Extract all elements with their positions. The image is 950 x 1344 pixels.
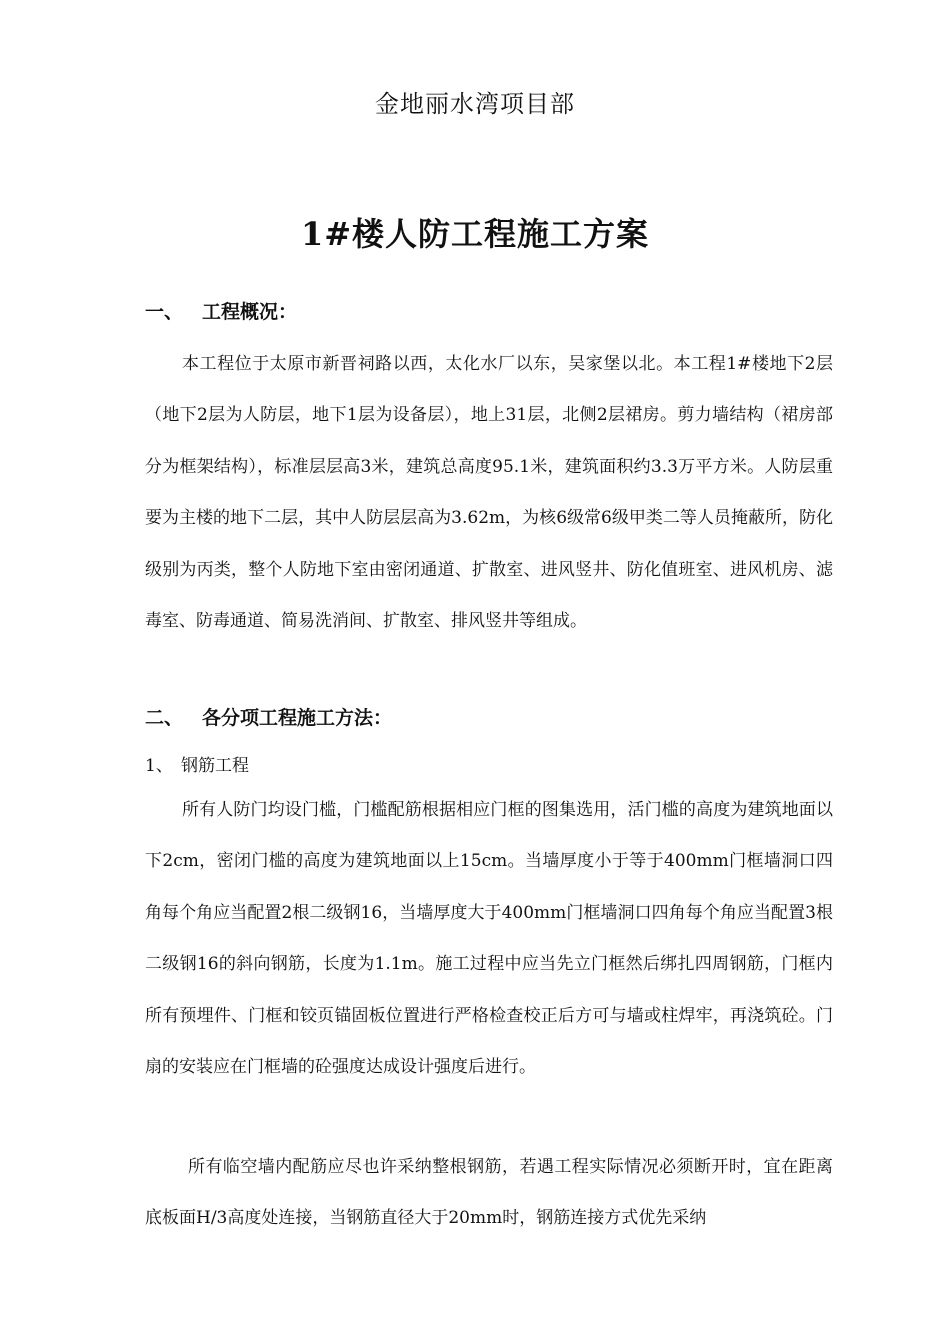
document-title: 1#楼人防工程施工方案 (300, 215, 650, 253)
rebar-paragraph-blast-wall: 所有临空墙内配筋应尽也许采纳整根钢筋，若遇工程实际情况必须断开时，宜在距离底板面H/3高度处连接，当钢筋直径大于20mm时，钢筋连接方式优先采纳 (145, 1157, 833, 1229)
project-department-header: 金地丽水湾项目部 (375, 90, 575, 118)
section-heading-overview (145, 297, 297, 327)
rebar-paragraph-door-sill: 所有人防门均设门槛，门槛配筋根据相应门框的图集选用，活门槛的高度为建筑地面以下2cm，密闭门槛的高度为建筑地面以上15cm。当墙厚度小于等于400mm门框墙洞口四角每个角应当配置2根二级钢16，当墙厚度大于400mm门框墙洞口四角每个角应当配置3根二级钢16的斜向钢筋，长度为1.1m。施工过程中应当先立门框然后绑扎四周钢筋，门框内所有预埋件、门框和铰页锚固板位置进行严格检查校正后方可与墙或柱焊牢，再浇筑砼。门扇的安装应在门框墙的砼强度达成设计强度后进行。 (145, 800, 833, 1078)
section-heading-text: 各分项工程施工方法： (202, 707, 393, 729)
section-heading-text: 工程概况： (202, 301, 298, 323)
subsection-number: 1、 (145, 756, 173, 776)
subsection-heading-text: 钢筋工程 (181, 756, 249, 776)
section-heading-methods (145, 703, 392, 733)
subsection-heading-rebar (145, 751, 249, 781)
section-number: 一、 (145, 301, 184, 323)
section-number: 二、 (145, 707, 184, 729)
overview-paragraph: 本工程位于太原市新晋祠路以西，太化水厂以东，吴家堡以北。本工程1#楼地下2层（地下2层为人防层，地下1层为设备层），地上31层，北侧2层裙房。剪力墙结构（裙房部分为框架结构），标准层层高3米，建筑总高度95.1米，建筑面积约3.3万平方米。人防层重要为主楼的地下二层，其中人防层层高为3.62m，为核6级常6级甲类二等人员掩蔽所，防化级别为丙类，整个人防地下室由密闭通道、扩散室、进风竖井、防化值班室、进风机房、滤毒室、防毒通道、简易洗消间、扩散室、排风竖井等组成。 (145, 354, 833, 632)
